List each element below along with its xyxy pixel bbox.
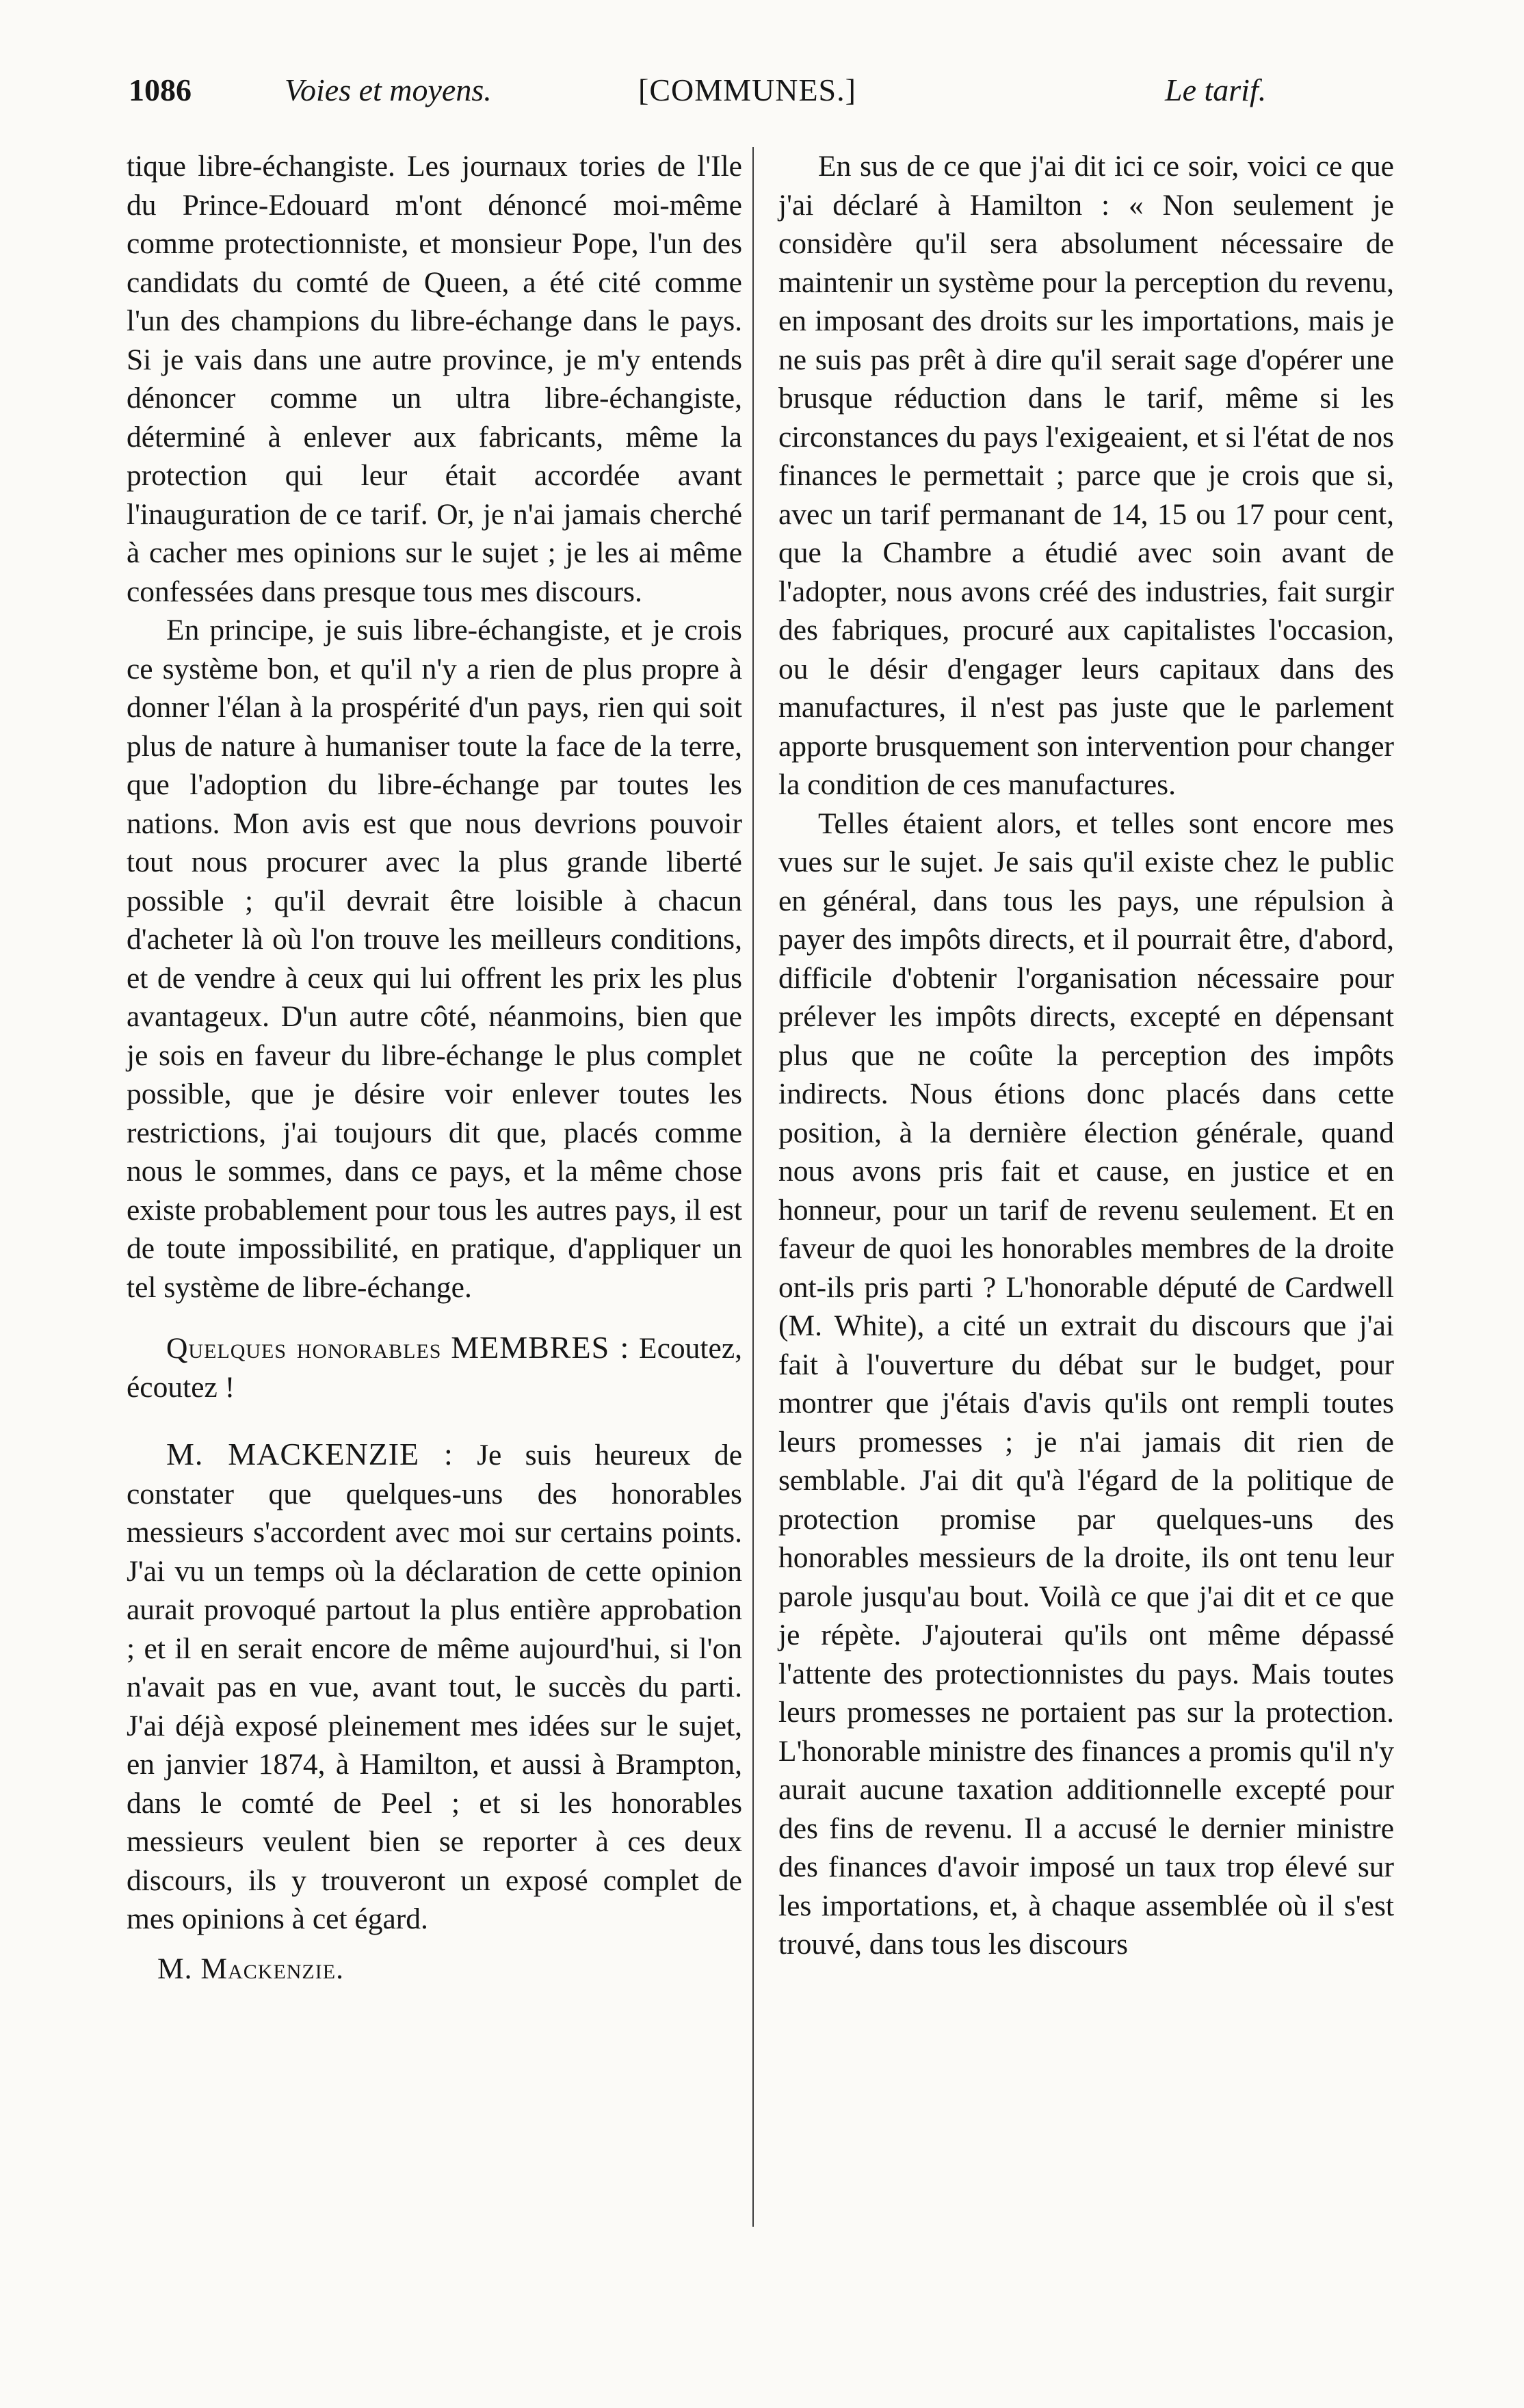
speaker-label: Quelques honorables	[166, 1332, 442, 1365]
speaker-label-members: MEMBRES :	[451, 1330, 630, 1365]
running-title-left: Voies et moyens.	[285, 73, 492, 107]
left-column	[127, 147, 742, 1988]
continuing-speaker: M. Mackenzie.	[157, 1952, 344, 1985]
interjection-text: Ecoutez, écoutez !	[127, 1332, 743, 1404]
spacer	[127, 1406, 742, 1435]
running-title-right: Le tarif.	[1165, 73, 1267, 107]
speech-paragraph	[127, 1435, 742, 1939]
page-number: 1086	[129, 73, 192, 107]
spacer	[127, 1307, 742, 1329]
paragraph-continued: tique libre-échangiste. Les journaux tories de l'Ile du Prince-Edouard m'ont dénoncé moi-même comme protectionniste, et monsieur Pope, l'un des candidats du comté de Queen, a été cité comme l'un des champions du libre-échange dans le pays. Si je vais dans une autre province, je m'y entends dénoncer comme un ultra libre-échangiste, déterminé à enlever aux fabricants, même la protection qui leur était accordée avant l'inauguration de ce tarif. Or, je n'ai jamais cherché à cacher mes opinions sur le sujet ; je les ai même confessées dans presque tous mes discours.	[127, 150, 742, 608]
running-title-center: [COMMUNES.]	[638, 73, 856, 107]
paragraph-views: Telles étaient alors, et telles sont encore mes vues sur le sujet. Je sais qu'il existe chez le public en général, dans tous les pays, une répulsion à payer des impôts directs, et il pourrait être, d'abord, difficile d'obtenir l'organisation nécessaire pour prélever les impôts directs, excepté en dépensant plus que ne coûte la perception des impôts indirects. Nous étions donc placés dans cette position, à la dernière élection générale, quand nous avons pris fait et cause, en justice et en honneur, pour un tarif de revenu seulement. Et en faveur de quoi les honorables membres de la droite ont-ils pris parti ? L'honorable député de Cardwell (M. White), a cité un extrait du discours que j'ai fait à l'ouverture du débat sur le budget, pour montrer que j'étais d'avis qu'ils ont rempli toutes leurs promesses ; je n'ai jamais dit rien de semblable. J'ai dit qu'à l'égard de la politique de protection promise par quelques-uns des honorables messieurs de la droite, ils ont tenu leur parole jusqu'au bout. Voilà ce que j'ai dit et ce que je répète. J'ajouterai qu'ils ont même dépassé l'attente des protectionnistes du pays. Mais toutes leurs promesses ne portaient pas sur la protection. L'honorable ministre des finances a promis qu'il n'y aurait aucune taxation additionnelle excepté pour des fins de revenu. Il a accusé le dernier ministre des finances d'avoir imposé un taux trop élevé sur les importations, et, à chaque assemblée où il s'est trouvé, dans tous les discours	[778, 807, 1394, 1961]
speaker-name: M. MACKENZIE :	[166, 1437, 454, 1471]
column-divider	[752, 147, 754, 2227]
paragraph-quote: En sus de ce que j'ai dit ici ce soir, voici ce que j'ai déclaré à Hamilton : « Non seulement je considère qu'il sera absolument nécessaire de maintenir un système pour la perception du revenu, en imposant des droits sur les importations, mais je ne suis pas prêt à dire qu'il serait sage d'opérer une brusque réduction dans le tarif, même si les circonstances du pays l'exigeaient, et si l'état de nos finances le permettait ; parce que je crois que si, avec un tarif permanant de 14, 15 ou 17 pour cent, que la Chambre a étudié avec soin avant de l'adopter, nous avons créé des industries, fait surgir des fabriques, procuré aux capitalistes l'occasion, ou le désir d'engager leurs capitaux dans des manufactures, il n'est pas juste que le parlement apporte brusquement son intervention pour changer la condition de ces manufactures.	[778, 150, 1394, 801]
speech-text: Je suis heureux de constater que quelques-uns des honorables messieurs s'accordent avec moi sur certains points. J'ai vu un temps où la déclaration de cette opinion aurait provoqué partout la plus entière approbation ; et il en serait encore de même aujourd'hui, si l'on n'avait pas en vue, avant tout, le succès du parti. J'ai déjà exposé pleinement mes idées sur le sujet, en janvier 1874, à Hamilton, et aussi à Brampton, dans le comté de Peel ; et si les honorables messieurs veulent bien se reporter à ces deux discours, ils y trouveront un exposé complet de mes opinions à cet égard.	[127, 1439, 743, 1935]
right-column	[778, 147, 1394, 1964]
page-header	[129, 72, 1415, 120]
interjection-paragraph	[127, 1329, 742, 1406]
paragraph-principle: En principe, je suis libre-échangiste, et je crois ce système bon, et qu'il n'y a rien de plus propre à donner l'élan à la prospérité d'un pays, rien qui soit plus de nature à humaniser toute la face de la terre, que l'adoption du libre-échange par toutes les nations. Mon avis est que nous devrions pouvoir tout nous procurer avec la plus grande liberté possible ; qu'il devrait être loisible à chacun d'acheter là où l'on trouve les meilleurs conditions, et de vendre à ceux qui lui offrent les prix les plus avantageux. D'un autre côté, néanmoins, bien que je sois en faveur du libre-échange le plus complet possible, que je désire voir enlever toutes les restrictions, j'ai toujours dit que, placés comme nous le sommes, dans ce pays, et la même chose existe probablement pour tous les autres pays, il est de toute impossibilité, en pratique, d'appliquer un tel système de libre-échange.	[127, 614, 742, 1304]
